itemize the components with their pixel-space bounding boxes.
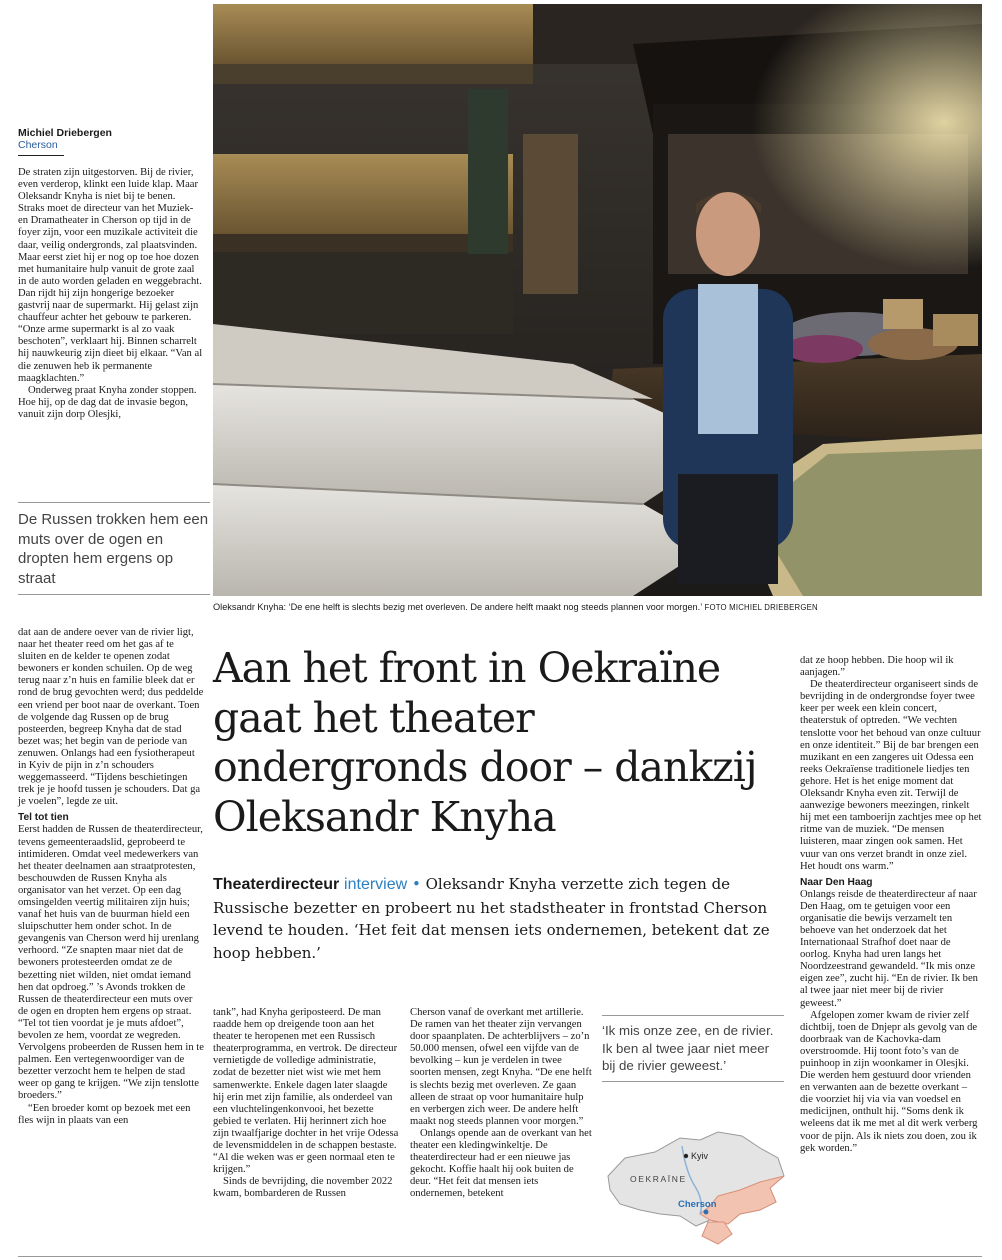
byline-rule [18, 155, 64, 156]
photo-credit: FOTO MICHIEL DRIEBERGEN [704, 603, 818, 612]
paragraph: dat ze hoop hebben. Die hoop wil ik aanjagen.” [800, 655, 954, 679]
kyiv-marker [684, 1154, 688, 1158]
cherson-label: Cherson [678, 1199, 717, 1210]
paragraph: Eerst hadden de Russen de theaterdirecteur, tevens gemeenteraadslid, geprobeerd te intimideren. Omdat veel medewerkers van het theater deelnamen aan straatprotesten, beschouwden de Russen Knyha als organisator van het verzet. Op een dag omsingelden veertig militairen zijn huis; vanaf het huis van de buurman hield een sluipschutter hem onder schot. In de gevangenis van Cherson werd hij urenlang verhoord. “Ze snapten maar niet dat de bewoners protesteerden omdat ze de bezetting niet wilden, niet omdat iemand hen dat opdroeg.” ’s Avonds trokken de Russen de theaterdirecteur een muts over de ogen en dropten hem ergens op straat. “Tel tot tien voordat je je muts afdoet”, bevolen ze hem, voordat ze wegreden. Vervolgens probeerden de Russen hem in te palmen. Een vertegenwoordiger van de bezetter verzocht hem te helpen de stad weer op gang te krijgen. “We zijn tenslotte broeders.” [18, 824, 204, 1102]
author-name: Michiel Driebergen [18, 127, 112, 139]
intro-standfirst [213, 873, 793, 964]
paragraph: Onderweg praat Knyha zonder stoppen. Hoe hij, op de dag dat de invasie begon, vanuit zijn dorp Olesjki, [18, 384, 197, 420]
article-type-label: interview [344, 876, 408, 893]
pull-quote [602, 1015, 784, 1082]
photo-caption [213, 601, 993, 614]
paragraph: dat aan de andere oever van de rivier ligt, naar het theater reed om het gas af te sluiten en de kelder te openen zodat bewoners er konden schuilen. Op de weg terug naar z’n huis en familie bleek dat er rond de brug gevochten werd; dus peddelde een vriend per boot naar de overkant. Toen de volgende dag Russen op de brug posteerden, begreep Knyha dat de stad bezet was; het begin van de periode van zenuwen. Onlangs had een fysiotherapeut in Kyiv de pijn in z’n schouders weggemasseerd. “Tijdens beschietingen trek je je hoofd tussen je schouders. Dat ga je voelen”, legde ze uit. [18, 627, 204, 808]
paragraph: “Een broeder komt op bezoek met een fles wijn in plaats van een [18, 1102, 191, 1126]
paragraph: Cherson vanaf de overkant met artillerie. De ramen van het theater zijn vervangen door spaanplaten. De achterblijvers – zo’n 50.000 mensen, ofwel een vijfde van de bevolking – kun je verdelen in twee soorten mensen, zegt Knyha. “De ene helft is slechts bezig met overleven. Ze gaan alleen de straat op voor humanitaire hulp en verbergen zich weer. De andere helft maakt nog steeds plannen voor morgen.” [410, 1007, 592, 1127]
kicker: Theaterdirecteur [213, 876, 340, 893]
subheading: Tel tot tien [18, 812, 69, 824]
article-column-1-top [18, 167, 204, 421]
paragraph: De theaterdirecteur organiseert sinds de bevrijding in de ondergrondse foyer twee keer per week een klein concert, theaterstuk of optreden. “We vechten tenslotte voor het behoud van onze cultuur en onze identiteit.” Bij de bar brengen een muzikant en een zangeres uit Odessa een reeks Oekraïense traditionele liedjes ten gehore. Het is het enige moment dat Oleksandr Knyha even zit. Terwijl de aanwezige bewoners meezingen, rinkelt hij met een tamboerijn zachtjes mee op het ritme van de muziek. “De mensen luisteren, maar zingen ook samen. Het vuur van ons verzet brandt in onze ziel. Het houdt ons warm.” [800, 679, 982, 872]
article-column-1-bottom [18, 627, 204, 1127]
crimea-shape [702, 1222, 732, 1244]
ukraine-map [600, 1118, 790, 1253]
byline [18, 127, 208, 156]
pull-quote-rule [602, 1081, 784, 1082]
kyiv-label: Kyiv [691, 1151, 709, 1161]
locator-map [600, 1118, 790, 1253]
paragraph: Onlangs reisde de theaterdirecteur af naar Den Haag, om te getuigen voor een organisatie die bewijs verzamelt ten behoeve van het onderzoek dat het Internationaal Strafhof doet naar de oorlog. Knyha had uren langs het Noordzeestrand gewandeld. “Ik mis onze eigen zee”, zucht hij. “En de rivier. Ik ben al twee jaar niet meer bij de rivier geweest.” [800, 888, 978, 1009]
pull-quote: De Russen trokken hem een muts over de ogen en dropten hem ergens op straat [18, 502, 210, 588]
intro-text: Oleksandr Knyha verzette zich tegen de Russische bezetter en probeert nu het stadstheater in frontstad Cherson levend te houden. ‘Het feit dat mensen iets ondernemen, betekent dat ze hoop hebben.’ [213, 875, 770, 962]
cherson-marker [704, 1210, 709, 1215]
pull-quote-text: ‘Ik mis onze zee, en de rivier. Ik ben al twee jaar niet meer bij de rivier geweest.’ [602, 1023, 774, 1073]
page-bottom-rule [18, 1256, 982, 1257]
paragraph: Sinds de bevrijding, die november 2022 kwam, bombarderen de Russen [213, 1176, 393, 1200]
pull-quote-rule [18, 594, 210, 595]
paragraph: Afgelopen zomer kwam de rivier zelf dichtbij, toen de Dnjepr als gevolg van de doorbraak van de Kachovka-dam overstroomde. Hij toont foto’s van de puinhoop in zijn woonkamer in Olesjki. Die werden hem gestuurd door vrienden en verwanten aan de bezette overkant – die voorziet hij via via van voedsel en medicijnen, onthult hij. “Soms denk ik weleens dat ik me met al dit werk verberg voor de pijn. Als ik niets zou doen, zou ik gek worden.” [800, 1009, 978, 1154]
article-column-2 [213, 1007, 399, 1201]
headline: Aan het front in Oekraïne gaat het theater ondergronds door – dankzij Oleksandr Knyha [213, 644, 757, 841]
article-column-4 [800, 655, 982, 1155]
bullet-separator: • [411, 875, 421, 893]
paragraph: De straten zijn uitgestorven. Bij de rivier, even verderop, klinkt een luide klap. Maar Oleksandr Knyha is niet bij te benen. Straks moet de directeur van het Muziek- en Dramatheater in Cherson op tijd in de foyer zijn, voor een muzikale activiteit die daar, veilig ondergronds, zal plaatsvinden. Maar eerst ziet hij er nog op toe hoe dozen met humanitaire hulp vanuit de grote zaal in de auto worden geladen en weggebracht. Dan rijdt hij zijn hongerige bezoeker gastvrij naar de supermarkt. Hij gelast zijn chauffeur achter het gebouw te parkeren. “Onze arme supermarkt is al zo vaak beschoten”, verklaart hij. Binnen scharrelt hij nauwkeurig zijn dieet bij elkaar. “Van al die zenuwen heb ik permanente maagklachten.” [18, 167, 203, 384]
article-photo [213, 4, 982, 596]
dateline-location: Cherson [18, 139, 58, 151]
subheading: Naar Den Haag [800, 876, 873, 888]
paragraph: Onlangs opende aan de overkant van het theater een kledingwinkeltje. De theaterdirecteur had er een nieuwe jas gekocht. Koffie haalt hij ook buiten de deur. “Het feit dat mensen iets ondernemen, betekent [410, 1127, 592, 1200]
article-column-3 [410, 1007, 594, 1201]
caption-text: Oleksandr Knyha: ‘De ene helft is slechts bezig met overleven. De andere helft maakt nog steeds plannen voor morgen.’ [213, 602, 702, 612]
paragraph: tank”, had Knyha geriposteerd. De man raadde hem op dreigende toon aan het theater te heropenen met een Russisch theaterprogramma, en vertrok. De directeur vernietigde de volledige administratie, zodat de bezetter niet wist wie met hem samenwerkte. Enkele dagen later slaagde hij erin met zijn familie, als onderdeel van een vluchtelingenkonvooi, het bezette gebied te verlaten. Hij herinnert zich hoe zijn twaalfjarige dochter in het vrije Odessa de levensmiddelen in de schappen bestaste. “Al die weken was er geen normaal eten te krijgen.” [213, 1007, 399, 1176]
country-label: OEKRAÏNE [630, 1174, 687, 1184]
theater-photo-illustration [213, 4, 982, 596]
